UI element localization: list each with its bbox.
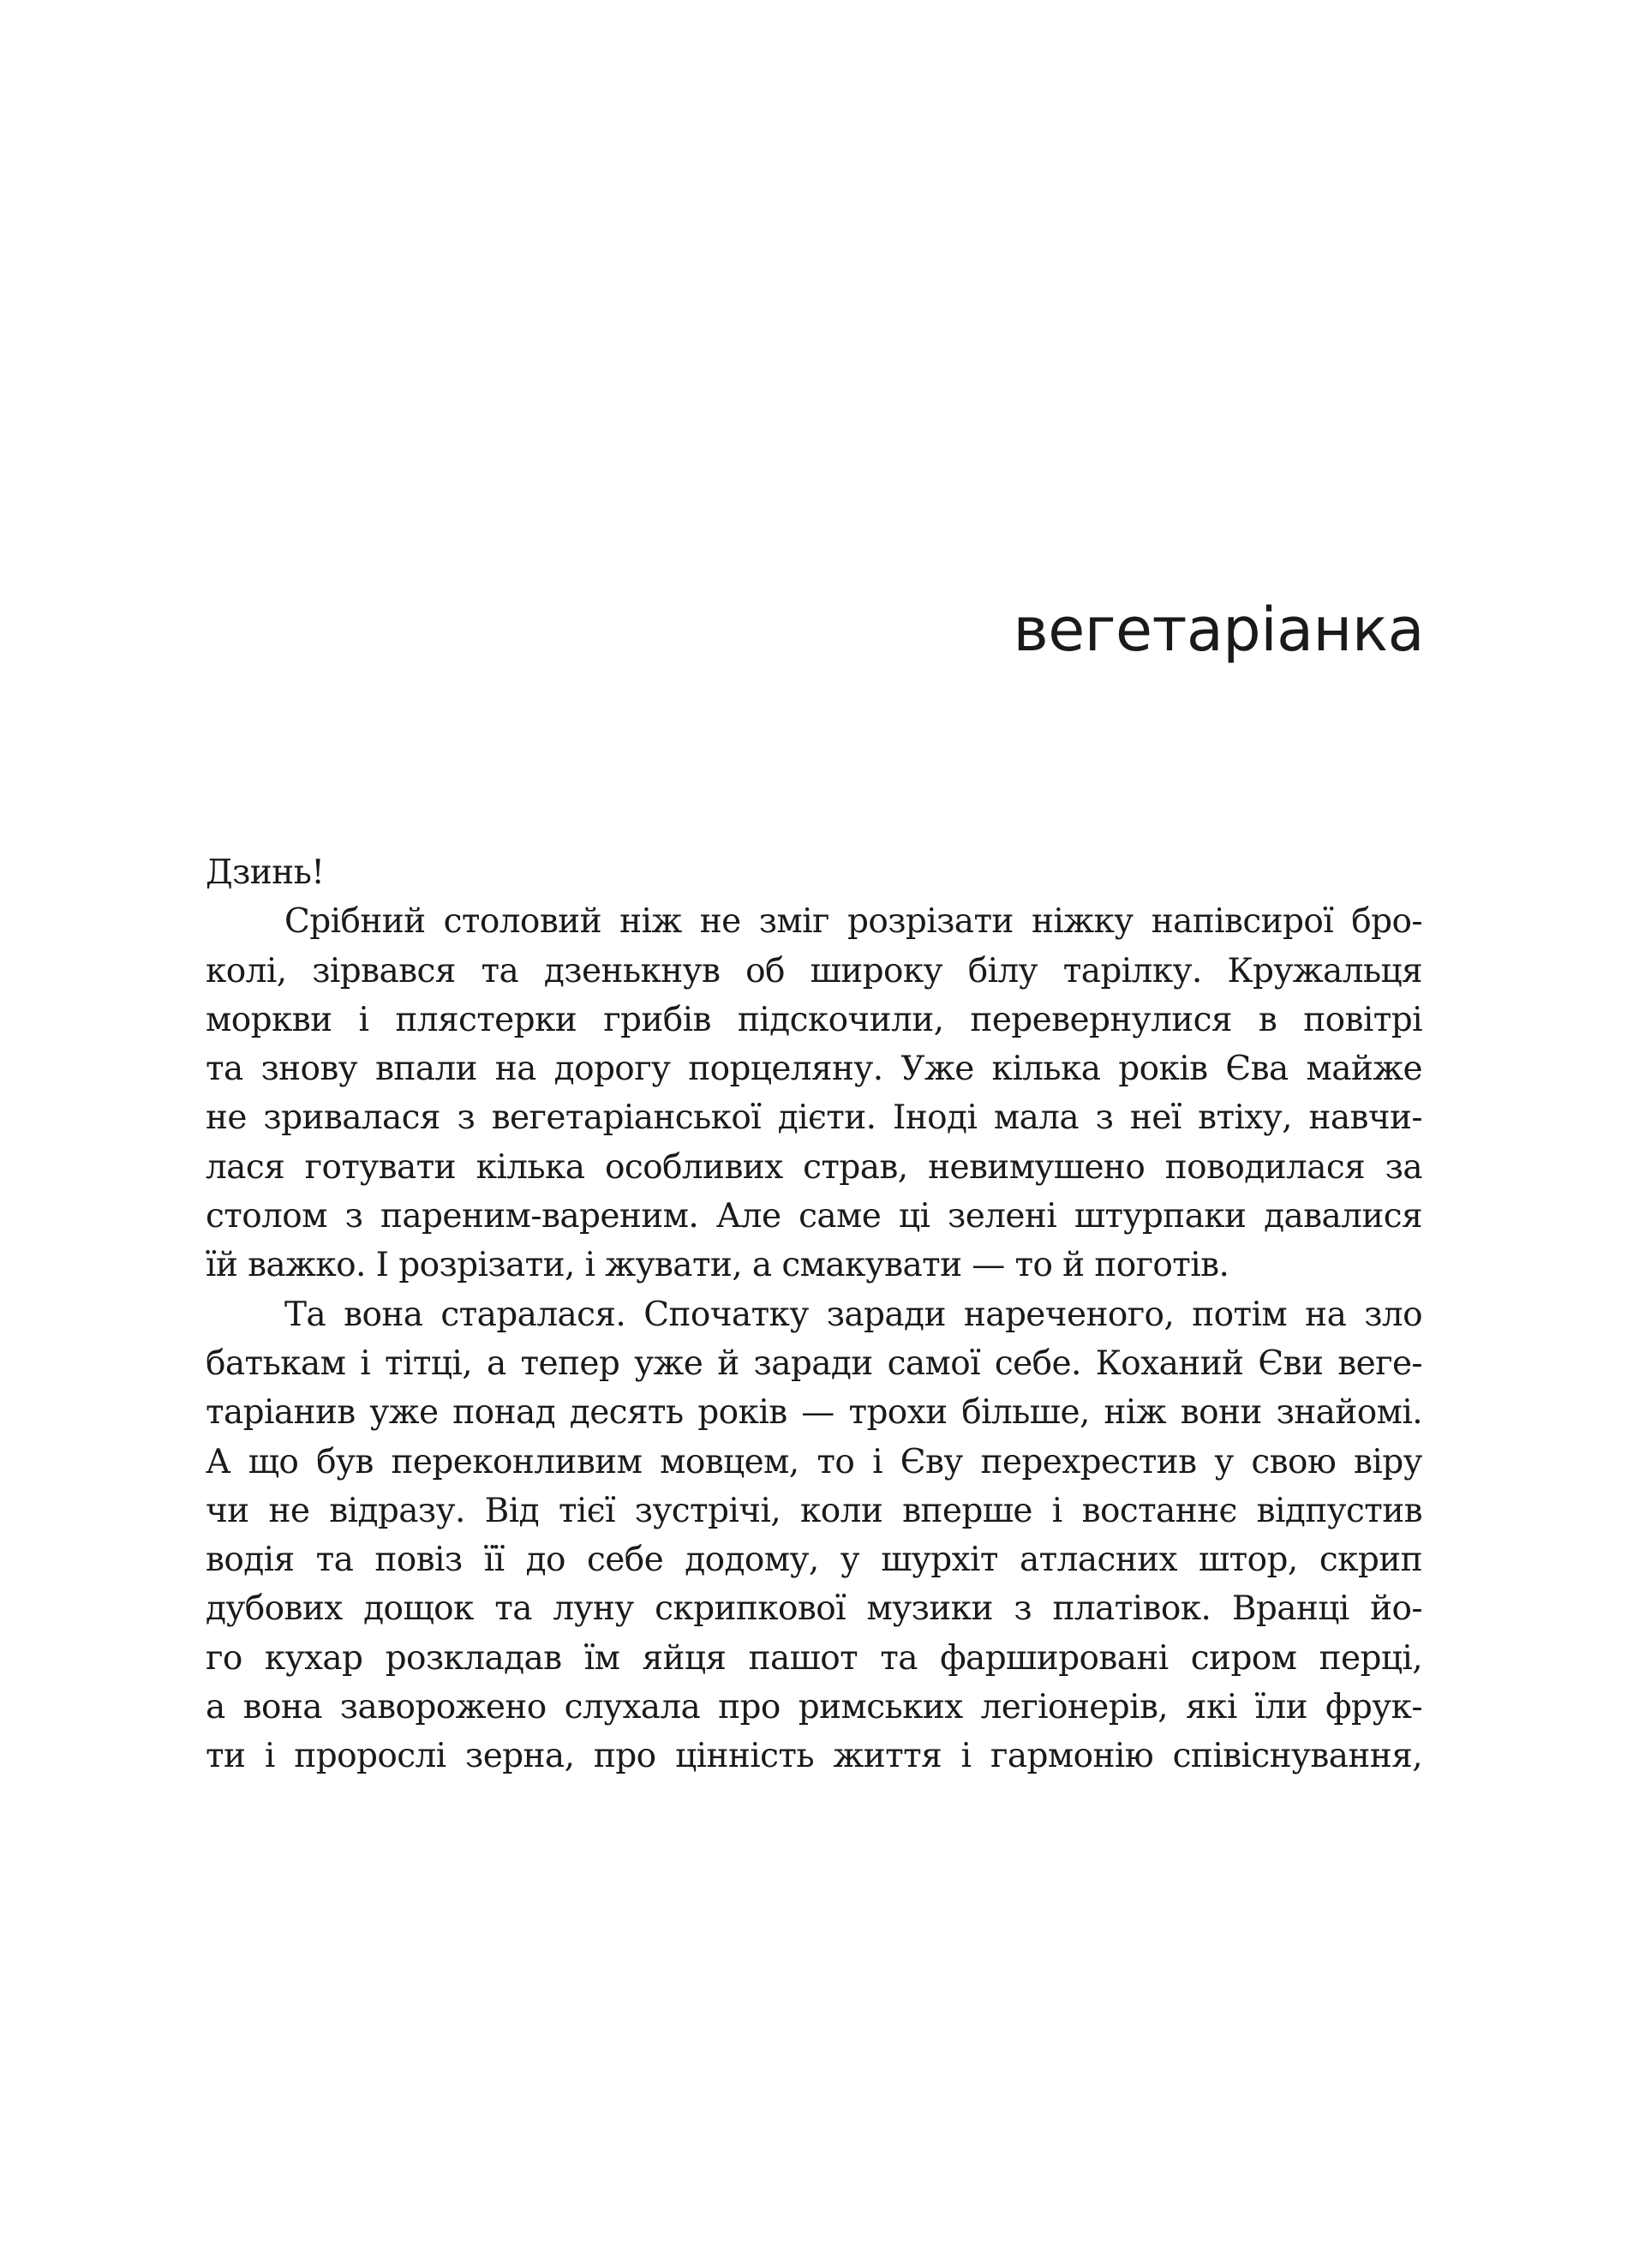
text-line: А що був переконливим мовцем, то і Єву перехрестив у свою віру [206,1442,1422,1481]
text-line: колі, зірвався та дзенькнув об широку білу тарілку. Кружальця [206,951,1422,990]
text-line: го кухар розкладав їм яйця пашот та фаршировані сиром перці, [206,1638,1422,1678]
text-line: таріанив уже понад десять років — трохи більше, ніж вони знайомі. [206,1393,1422,1433]
text-line: столом з пареним-вареним. Але саме ці зелені штурпаки давалися [206,1197,1422,1236]
text-line: їй важко. І розрізати, і жувати, а смакувати — то й поготів. [206,1246,1229,1285]
text-line: водія та повіз її до себе додому, у шурхіт атласних штор, скрип [206,1541,1422,1580]
text-line: ти і пророслі зерна, про цінність життя і гармонію співіснування, [206,1737,1422,1776]
text-line: чи не відразу. Від тієї зустрічі, коли вперше і востаннє відпустив [206,1491,1422,1530]
text-line: не зривалася з вегетаріанської дієти. Іноді мала з неї втіху, навчи- [206,1098,1422,1138]
text-line: лася готувати кілька особливих страв, невимушено поводилася за [206,1147,1422,1187]
text-line: Дзинь! [206,853,325,892]
paragraph-2 [206,897,1422,1290]
text-line: Та вона старалася. Спочатку заради нареченого, потім на зло [284,1295,1422,1334]
paragraph-1 [206,848,1422,897]
paragraph-3 [206,1290,1422,1781]
text-line: Срібний столовий ніж не зміг розрізати ніжку напівсирої бро- [284,902,1422,942]
chapter-title: вегетаріанка [1013,595,1424,665]
text-line: моркви і плястерки грибів підскочили, перевернулися в повітрі [206,1000,1422,1039]
chapter-body [206,848,1422,1781]
text-line: та знову впали на дорогу порцеляну. Уже кілька років Єва майже [206,1050,1422,1089]
text-line: батькам і тітці, а тепер уже й заради самої себе. Коханий Єви веге- [206,1343,1422,1383]
text-line: дубових дощок та луну скрипкової музики з платівок. Вранці йо- [206,1589,1422,1629]
text-line: а вона заворожено слухала про римських легіонерів, які їли фрук- [206,1688,1422,1727]
